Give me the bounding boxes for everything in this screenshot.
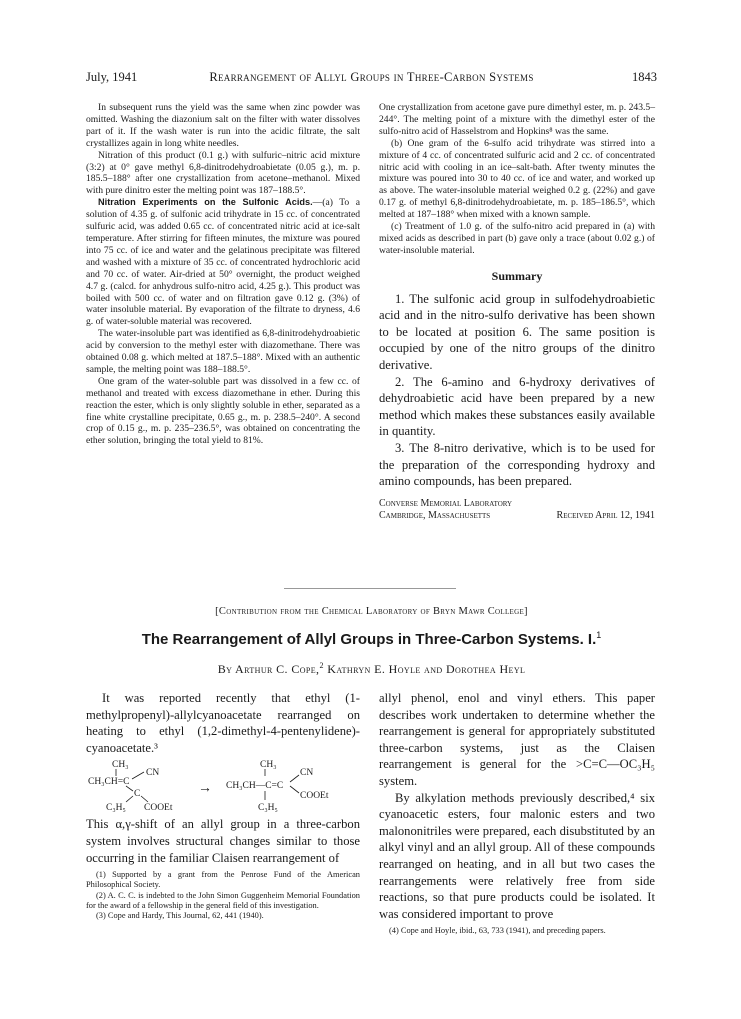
footnote: (1) Supported by a grant from the Penrose Fund of the American Philosophical Society. xyxy=(86,870,360,890)
paragraph: (b) One gram of the 6-sulfo acid trihydrate was stirred into a mixture of 4 cc. of concentrated sulfuric acid and 2 cc. of concentrated nitric acid with cooling in an ice–salt-bath. After twenty minutes the mixture was poured into 30 to 40 cc. of ice and water, and worked up as above. The water-insoluble material weighed 0.2 g. (22%) and gave 0.17 g. of methyl 6,8-dinitrodehydroabietate, m. p. 185–186.5°, which melted at 187–188° when mixed with a known sample. xyxy=(379,137,655,221)
top-right-column xyxy=(379,102,655,522)
footnote: (4) Cope and Hoyle, ibid., 63, 733 (1941), and preceding papers. xyxy=(389,926,606,936)
formula-label: CN xyxy=(300,768,314,779)
section-heading: Nitration Experiments on the Sulfonic Acids. xyxy=(98,197,313,208)
formula-label: CH₃CH—C=C xyxy=(226,781,284,792)
paragraph: The water-insoluble part was identified as 6,8-dinitrodehydroabietic acid by conversion to the methyl ester with diazomethane. There was obtained 0.08 g. which melted at 187.5–188°. Mixed with an authentic sample, the melting point was 188–188.5°. xyxy=(86,328,360,375)
top-left-column xyxy=(86,102,360,447)
paragraph: By alkylation methods previously described,⁴ six cyanoacetic esters, four malonic esters and two malononitriles were prepared, each disubstituted by an alkyl vinyl and an allyl group. All of these compounds rearranged on heating, and in all but two cases the rearrangements were relatively free from side reactions, so that pure products could be isolated. It was considered important to prove xyxy=(379,790,655,921)
paragraph: This α,γ-shift of an allyl group in a three-carbon system involves structural changes similar to those occurring in the familiar Claisen rearrangement of xyxy=(86,817,360,865)
paragraph: It was reported recently that ethyl (1-methylpropenyl)-allylcyanoacetate rearranged on heating to ethyl (1,2-dimethyl-4-pentenylidene)-cyanoacetate.³ xyxy=(86,691,360,755)
formula-label: CH₃ xyxy=(260,760,277,771)
article-title: The Rearrangement of Allyl Groups in Three-Carbon Systems. I.$^1$ xyxy=(141,630,602,648)
reaction-formula xyxy=(86,758,360,814)
address-line: Converse Memorial Laboratory xyxy=(379,497,513,509)
footnote-ref: 2 xyxy=(319,661,324,670)
byline: By Arthur C. Cope,$^2$ Kathryn E. Hoyle and Dorothea Heyl xyxy=(217,661,526,676)
arrow-icon: → xyxy=(198,781,212,797)
footnotes xyxy=(86,870,360,921)
footnote-ref: 1 xyxy=(596,630,602,640)
footnote: (2) A. C. C. is indebted to the John Simon Guggenheim Memorial Foundation for the award of a fellowship in the general field of this investigation. xyxy=(86,890,360,910)
footnotes xyxy=(379,926,655,936)
formula-label: COOEt xyxy=(300,791,329,802)
summary-item: 1. The sulfonic acid group in sulfodehydroabietic acid and in the nitro-sulfo derivative has been shown to be located at position 6. The same position is occupied by one of the nitro groups of the dinitro derivative. xyxy=(379,291,655,373)
author: Kathryn E. Hoyle and Dorothea Heyl xyxy=(327,662,526,676)
running-title: Rearrangement of Allyl Groups in Three-Carbon Systems xyxy=(209,70,534,84)
section-divider xyxy=(284,588,456,589)
received-date: Received April 12, 1941 xyxy=(556,509,655,521)
formula-label: C₃H₅ xyxy=(258,803,278,814)
summary-item: 3. The 8-nitro derivative, which is to be used for the preparation of the corresponding hydroxy and amino compounds, has been prepared. xyxy=(379,441,655,489)
formula-label: CH₃ xyxy=(112,760,129,771)
formula-label: CN xyxy=(146,768,160,779)
lab-address xyxy=(379,498,655,522)
summary-heading: Summary xyxy=(491,268,543,283)
formula-label: CH₃CH=C xyxy=(88,777,130,788)
author: Arthur C. Cope, xyxy=(235,662,320,676)
paragraph: Nitration Experiments on the Sulfonic Acids.—(a) To a solution of 4.35 g. of sulfonic acid trihydrate in 15 cc. of concentrated sulfuric acid, was added 0.65 cc. of concentrated nitric acid at ice-salt temperature. After stirring for fifteen minutes, the mixture was poured into 75 cc. of ice and water and the gelatinous precipitate was filtered and washed with a mixture of 35 cc. of concentrated hydrochloric acid and 70 cc. of water. Air-dried at 50° overnight, the product weighed 4.7 g. (calcd. for anhydrous sulfo-nitro acid, 4.25 g.). This product was boiled with 500 cc. of water and on filtration gave 0.12 g. (3%) of water insoluble material. By evaporation of the filtrate to dryness, 4.6 g. of water-soluble material was recovered. xyxy=(86,197,360,328)
summary-item: 2. The 6-amino and 6-hydroxy derivatives of dehydroabietic acid have been prepared by a new method which makes these substances easily available in quantity. xyxy=(379,374,655,439)
paragraph: (c) Treatment of 1.0 g. of the sulfo-nitro acid prepared in (a) with mixed acids as described in part (b) gave only a trace (about 0.02 g.) of water-insoluble material. xyxy=(379,221,655,256)
paragraph: In subsequent runs the yield was the same when zinc powder was omitted. Washing the diazonium salt on the filter with water dissolves part of it. If the wash water is run into the acidic filtrate, the salt crystallizes again in long white needles. xyxy=(86,102,360,149)
header-date: July, 1941 xyxy=(86,70,138,84)
paragraph: allyl phenol, enol and vinyl ethers. This paper describes work undertaken to determine whether the rearrangement is general for appropriately substituted three-carbon systems, just as the Claisen rearrangement is general for the >C=C—OC₃H₅ system. xyxy=(379,691,655,788)
running-header xyxy=(86,70,657,86)
footnote: (3) Cope and Hardy, This Journal, 62, 441 (1940). xyxy=(96,910,264,920)
contribution-line: [Contribution from the Chemical Laboratory of Bryn Mawr College] xyxy=(215,606,528,617)
address-line: Cambridge, Massachusetts xyxy=(379,509,491,521)
bottom-left-column xyxy=(86,690,360,921)
bottom-right-column xyxy=(379,690,655,937)
paragraph: Nitration of this product (0.1 g.) with sulfuric–nitric acid mixture (3:2) at 0° gave methyl 6,8-dinitrodehydroabietate (0.05 g.), m. p. 185.5–188° after one crystallization from acetone–methanol. Mixed with pure dinitro ester the melting point was 187–188.5°. xyxy=(86,149,360,197)
page-number: 1843 xyxy=(632,70,657,84)
chemical-group: >C=C—OC₃H₅ xyxy=(576,757,655,772)
paragraph: One gram of the water-soluble part was dissolved in a few cc. of methanol and treated with excess diazomethane in ether. During this reaction the ester, which is only slightly soluble in ether, separated as a fine white crystalline precipitate, 0.65 g., m. p. 238.5–240°. A second crop of 0.15 g., m. p. 235–236.5°, was obtained on concentrating the ether solution, bringing the total yield to 81%. xyxy=(86,375,360,447)
formula-label: C xyxy=(134,789,141,800)
summary-list xyxy=(379,291,655,490)
formula-label: COOEt xyxy=(144,803,173,814)
formula-label: C₃H₅ xyxy=(106,803,126,814)
paragraph: One crystallization from acetone gave pure dimethyl ester, m. p. 243.5–244°. The melting point of a mixture with the dimethyl ester of the sulfo-nitro acid of Hasselstrom and Hopkins⁸ was the same. xyxy=(379,102,655,137)
